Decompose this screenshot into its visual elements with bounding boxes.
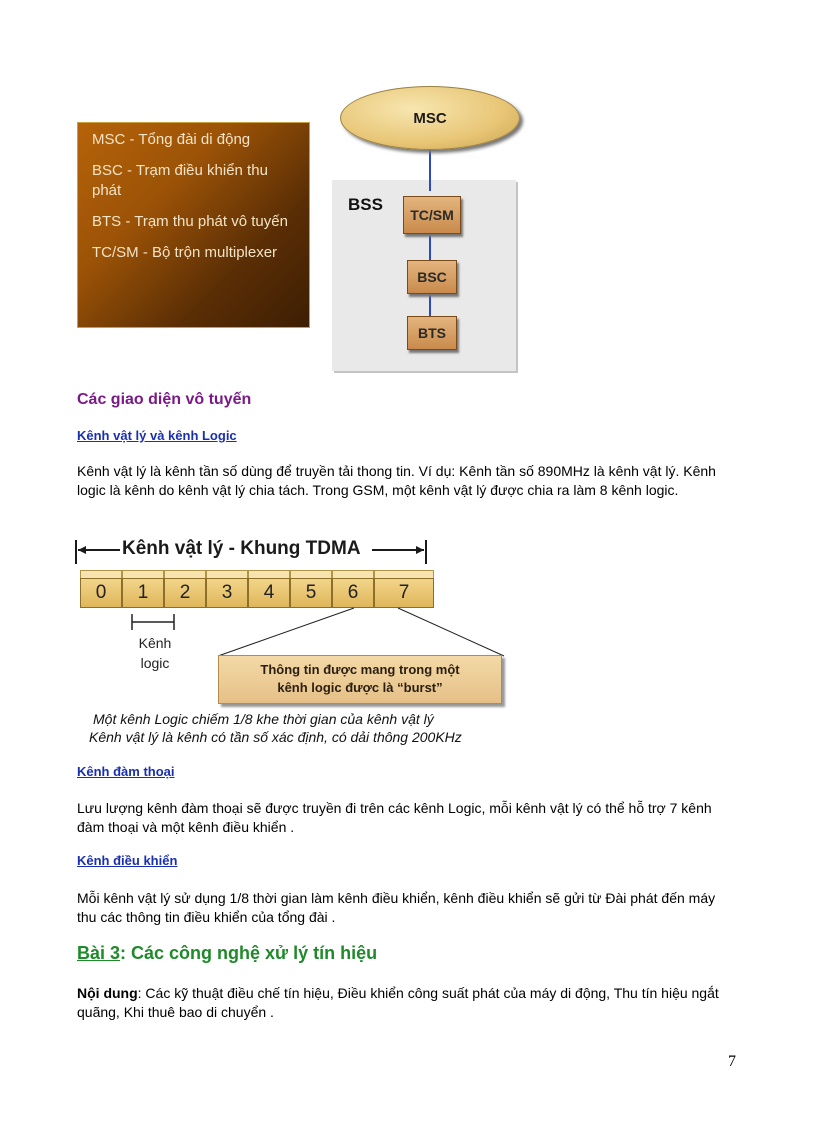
legend-item-msc: MSC - Tổng đài di động [92,131,251,148]
connector-msc-tcsm [429,147,431,191]
tdma-slot-4: 4 [248,578,290,608]
burst-info-line2: kênh logic được là “burst” [277,680,443,695]
figure-caption-2: Kênh vật lý là kênh có tần số xác định, có dải thông 200KHz [89,729,462,745]
page-number: 7 [728,1053,736,1070]
control-channel-heading[interactable]: Kênh điều khiển [77,853,178,868]
tdma-slot-6: 6 [332,578,374,608]
connector-bsc-bts [429,293,431,317]
bss-label: BSS [348,195,383,214]
figure-caption-1: Một kênh Logic chiếm 1/8 khe thời gian của kênh vật lý [93,711,434,727]
tdma-slot-0: 0 [80,578,122,608]
legend-item-bsc: BSC - Trạm điều khiển thu phát [92,162,268,199]
bts-node: BTS [407,316,457,350]
legend-item-tcsm: TC/SM - Bộ trộn multiplexer [92,244,278,261]
logic-channel-label [133,633,177,673]
lesson-content [77,984,737,1022]
lesson-number: Bài 3 [77,943,121,963]
tdma-slot-2: 2 [164,578,206,608]
lesson-title: : Các công nghệ xử lý tín hiệu [120,943,378,963]
tdma-title: Kênh vật lý - Khung TDMA [122,538,361,559]
bsc-node: BSC [407,260,457,294]
lesson-heading [77,943,377,964]
voice-channel-paragraph: Lưu lượng kênh đàm thoại sẽ được truyền đi trên các kênh Logic, mỗi kênh vật lý có thể hỗ trợ 7 kênh đàm thoại và một kênh điều khiển . [77,800,712,835]
tdma-slot-7: 7 [374,578,434,608]
physical-logic-paragraph: Kênh vật lý là kênh tần số dùng để truyền tải thong tin. Ví dụ: Kênh tần số 890MHz là kênh vật lý. Kênh logic là kênh do kênh vật lý chia tách. Trong GSM, một kênh vật lý được chia ra làm 8 kênh logic. [77,463,716,498]
voice-channel-heading[interactable]: Kênh đàm thoại [77,764,175,779]
msc-node: MSC [340,86,520,150]
burst-info-line1: Thông tin được mang trong một [260,662,460,677]
legend-item-bts: BTS - Trạm thu phát vô tuyến [92,213,288,230]
legend-box [77,122,310,328]
tcsm-node: TC/SM [403,196,461,234]
burst-info-box [218,655,502,704]
lesson-content-text: : Các kỹ thuật điều chế tín hiệu, Điều khiển công suất phát của máy di động, Thu tín hiệu ngắt quãng, Khi thuê bao di chuyển . [77,985,719,1020]
tdma-slot-5: 5 [290,578,332,608]
logic-label-line2: logic [140,655,170,671]
control-channel-paragraph: Mỗi kênh vật lý sử dụng 1/8 thời gian làm kênh điều khiển, kênh điều khiển sẽ gửi từ Đài phát đến máy thu các thông tin điều khiển của tổng đài . [77,890,716,925]
tdma-slot-1: 1 [122,578,164,608]
connector-tcsm-bsc [429,233,431,261]
section-heading: Các giao diện vô tuyến [77,391,252,408]
logic-label-line1: Kênh [138,635,172,651]
tdma-slot-3: 3 [206,578,248,608]
lesson-content-label: Nội dung [77,985,138,1001]
physical-logic-heading[interactable]: Kênh vật lý và kênh Logic [77,428,237,443]
